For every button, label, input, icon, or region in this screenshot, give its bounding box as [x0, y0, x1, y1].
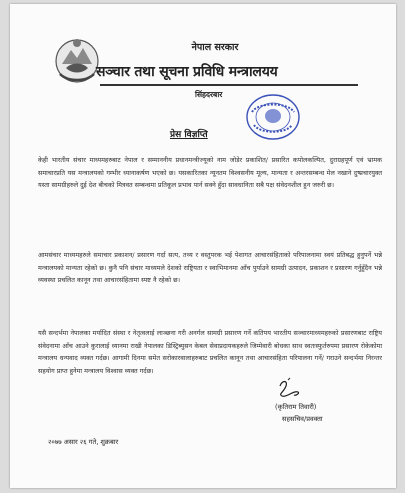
release-date: २०७७ असार २६ गते, शुक्रबार — [48, 438, 119, 446]
body-paragraph-3: यसै सन्दर्भमा नेपालका मर्यादित संस्था र नेतृत्वलाई लाञ्छना गरी अनर्गल सामग्री प्रसारण गर्ने कतिपय भारतीय सञ्चारमाध्यमहरुको प्रसारणबाट राष्ट्रिय संवेदनामा आँच आउने कुरालाई ध्यानमा राखी नेपालका डिस्ट्रिब्युसन केबल सेवाप्रदायकहरुले जिम्मेवारी बोधका साथ स्वतःस्फुर्तरुपमा प्रसारण रोकेकोमा मन्त्रालय धन्यवाद व्यक्त गर्दछ। आगामी दिनमा समेत सरोकारवालाहरुबाट प्रचलित कानून तथा आचारसंहिता परिपालना गर्ने/ गराउने सन्दर्भमा निरन्तर सहयोग प्राप्त हुनेमा मन्त्रालय विश्वास व्यक्त गर्दछ। — [38, 329, 382, 375]
official-stamp-icon — [244, 92, 302, 142]
press-release-title: प्रेस विज्ञप्ति — [170, 130, 208, 140]
press-release-page — [10, 4, 396, 488]
body-paragraph-2: आमसंचार माध्यमहरुले समाचार प्रकाशन/ प्रसारण गर्दा सत्य, तथ्य र वस्तुपरक भई पेशागत आचारसंहिताको परिपालनामा स्वयं प्रतिबद्ध हुनुपर्ने भन्ने मन्त्रालयको मान्यता रहेको छ। कुनै पनि संचार माध्यमले देशको राष्ट्रियता र स्वाभिमानमा आँच पुर्याउने सामग्री उत्पादन, प्रकाशन र प्रसारण गर्नुहुँदैन भन्ने व्यवस्था प्रचलित कानून तथा आचारसंहितामा स्पष्ट नै रहेको छ। — [38, 251, 382, 284]
signatory-title: सहसचिव/प्रवक्ता — [282, 415, 323, 423]
nepal-emblem-icon — [54, 34, 100, 84]
ministry-name: सञ्चार तथा सूचना प्रविधि मन्त्रालयय — [96, 64, 278, 80]
signature-icon — [274, 376, 304, 400]
body-paragraph-1: केही भारतीय संचार माध्यमहरुबाट नेपाल र सम्माननीय प्रधानमन्त्रीज्यूको नाम जोडेर प्रकाशित/ प्रसारित कपोलकल्पित, दुराग्रहपूर्ण एवं भ्रामक समाचारप्रति यस मन्त्रालयको गम्भीर ध्यानाकर्षण भएको छ। यसकारितका न्यूनतम विश्वसनीय मूल्य, मान्यता र अन्तरसम्बन्ध मेल नखाने दुष्प्रचारयुक्त यस्ता सामग्रीहरुले दुई देश बीचको मित्रवत सम्बन्धमा प्रतिकूल प्रभाव पार्न सक्ने हुँदा सावधानिता सबै पक्ष संवेदनशील हुन जरुरी छ। — [38, 156, 382, 189]
ministry-location: सिंहदरबार — [195, 90, 223, 99]
government-name: नेपाल सरकार — [191, 42, 239, 53]
signatory-name: (कृतिराम तिवारी) — [275, 403, 317, 411]
header-divider — [100, 84, 358, 86]
